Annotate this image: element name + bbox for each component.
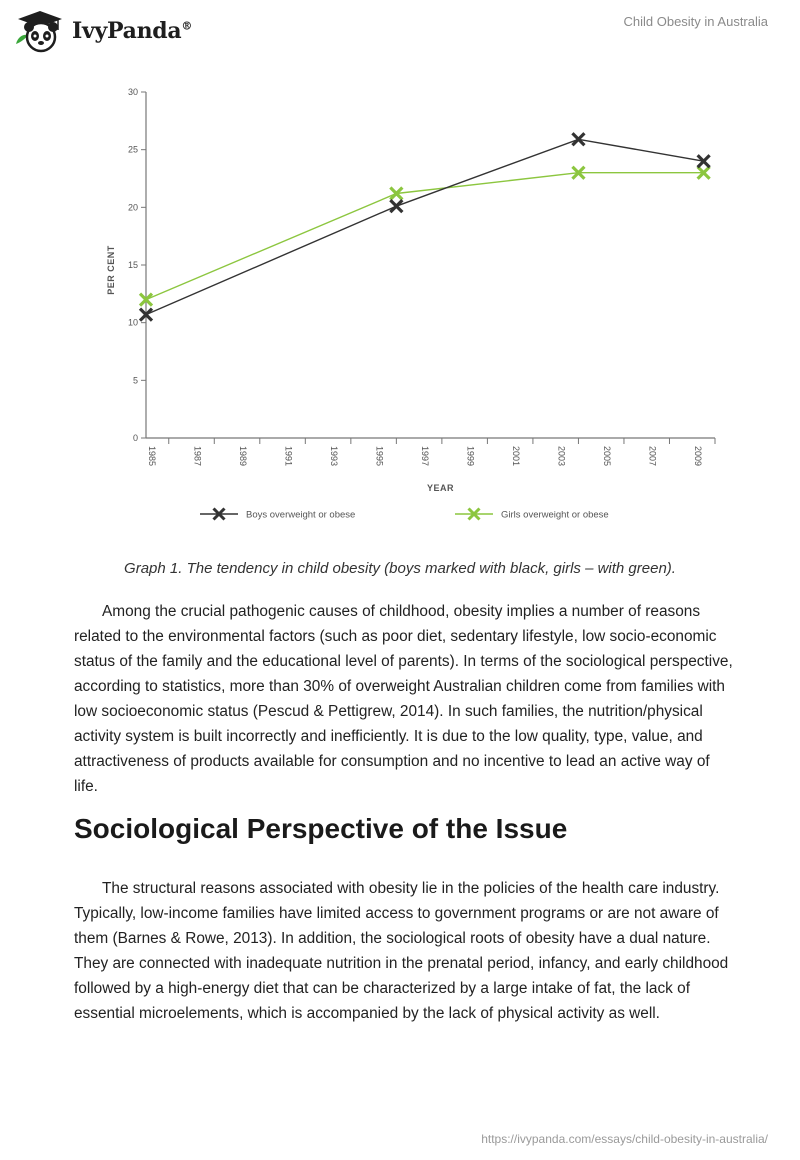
data-point-boys	[572, 133, 584, 145]
y-tick-label: 15	[127, 260, 138, 270]
obesity-line-chart	[90, 78, 740, 538]
x-tick-label: 2005	[602, 446, 613, 467]
y-tick-label: 0	[132, 433, 138, 443]
legend-label-girls: Girls overweight or obese	[501, 509, 609, 521]
x-tick-label: 1995	[374, 446, 385, 467]
ivypanda-logo[interactable]	[12, 8, 202, 54]
y-axis-title: PER CENT	[106, 245, 116, 295]
y-tick-label: 5	[132, 375, 138, 386]
footer-url-link[interactable]: https://ivypanda.com/essays/child-obesity-in-australia/	[481, 1132, 768, 1146]
data-point-boys	[698, 155, 710, 167]
series-line-girls	[146, 173, 704, 300]
legend-label-boys: Boys overweight or obese	[246, 509, 356, 521]
y-tick-label: 30	[127, 87, 138, 97]
y-tick-label: 25	[127, 144, 138, 155]
chart-svg	[90, 78, 740, 538]
x-tick-label: 1991	[283, 446, 294, 467]
graph-caption: Graph 1. The tendency in child obesity (boys marked with black, girls – with green).	[124, 560, 676, 577]
x-tick-label: 2007	[647, 446, 658, 467]
paragraph-structural-reasons: The structural reasons associated with obesity lie in the policies of the health care industry. Typically, low-income families have limited access to government programs or are not aware of them (Barnes & Rowe, 2013). In addition, the sociological roots of obesity have a dual nature. They are connected with inadequate nutrition in the prenatal period, infancy, and early childhood followed by a high-energy diet that can be characterized by a large intake of fat, the lack of essential microelements, which is accompanied by the lack of physical activity as well.	[74, 880, 729, 1022]
x-tick-label: 1985	[147, 446, 157, 467]
series-line-boys	[146, 139, 704, 314]
document-title: Child Obesity in Australia	[623, 14, 768, 29]
x-axis-title: YEAR	[426, 483, 455, 493]
x-tick-label: 2009	[693, 446, 704, 467]
x-tick-label: 1997	[420, 446, 431, 467]
x-tick-label: 2001	[511, 446, 522, 467]
panda-logo-icon	[12, 8, 68, 54]
paragraph-environmental-factors: Among the crucial pathogenic causes of childhood, obesity implies a number of reasons related to the environmental factors (such as poor diet, sedentary lifestyle, low socio-economic status of the family and the educational level of parents). In terms of the sociological perspective, according to statistics, more than 30% of overweight Australian children come from families with low socioeconomic status (Pescud & Pettigrew, 2014). In such families, the nutrition/physical activity system is built incorrectly and inefficiently. It is due to the low quality, type, value, and attractiveness of products available for consumption and no incentive to lead an active way of life.	[74, 603, 733, 795]
y-tick-label: 10	[127, 317, 138, 328]
x-tick-label: 1989	[238, 446, 249, 467]
logo-text: IvyPanda®	[72, 18, 193, 44]
page-header	[0, 0, 800, 60]
data-point-boys	[390, 200, 402, 212]
x-tick-label: 1987	[192, 446, 203, 467]
section-heading: Sociological Perspective of the Issue	[74, 813, 568, 844]
x-tick-label: 1999	[465, 446, 476, 467]
x-tick-label: 1993	[329, 446, 340, 467]
y-tick-label: 20	[127, 202, 138, 213]
x-tick-label: 2003	[556, 446, 567, 467]
